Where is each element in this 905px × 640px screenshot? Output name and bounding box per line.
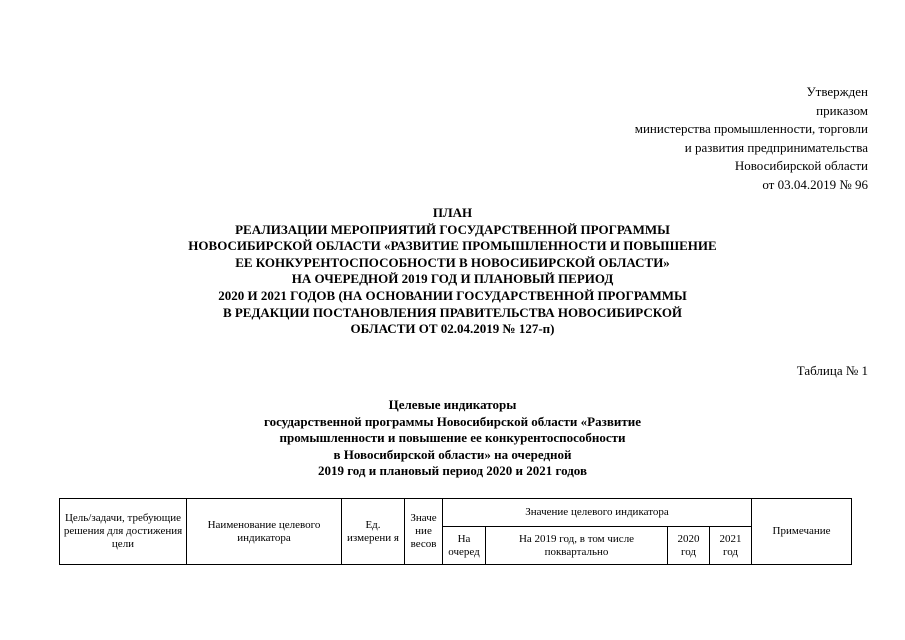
- approval-line: министерства промышленности, торговли: [634, 121, 868, 137]
- approval-line: от 03.04.2019 № 96: [762, 176, 868, 192]
- approval-line: Утвержден: [806, 84, 868, 99]
- header-year-2021: 2021 год: [710, 527, 752, 565]
- table-title-line: в Новосибирской области» на очередной: [333, 446, 572, 462]
- table-title: [0, 397, 905, 480]
- indicators-table: [59, 498, 852, 565]
- approval-block: [635, 83, 868, 195]
- header-goal: Цель/задачи, требующие решения для достижения цели: [60, 499, 187, 565]
- table-title-line: 2019 год и плановый период 2020 и 2021 годов: [317, 463, 588, 479]
- plan-title-line: НА ОЧЕРЕДНОЙ 2019 ГОД И ПЛАНОВЫЙ ПЕРИОД: [291, 271, 614, 287]
- plan-title-line: РЕАЛИЗАЦИИ МЕРОПРИЯТИЙ ГОСУДАРСТВЕННОЙ ПРОГРАММЫ: [235, 221, 670, 237]
- table-header-row: [60, 499, 852, 527]
- approval-line: Новосибирской области: [734, 158, 868, 174]
- header-weight: Значе ние весов: [405, 499, 443, 565]
- plan-title-line: ОБЛАСТИ ОТ 02.04.2019 № 127-п): [350, 321, 555, 337]
- plan-title-line: В РЕДАКЦИИ ПОСТАНОВЛЕНИЯ ПРАВИТЕЛЬСТВА НОВОСИБИРСКОЙ: [222, 304, 683, 320]
- table-title-line: Целевые индикаторы: [388, 397, 517, 412]
- header-year-2019: На 2019 год, в том числе поквартально: [486, 527, 668, 565]
- header-current: На очеред: [443, 527, 486, 565]
- header-note: Примечание: [752, 499, 852, 565]
- approval-line: и развития предпринимательства: [684, 139, 868, 155]
- plan-title-line: 2020 И 2021 ГОДОВ (НА ОСНОВАНИИ ГОСУДАРСТВЕННОЙ ПРОГРАММЫ: [218, 287, 687, 303]
- table-number: Таблица № 1: [796, 363, 868, 378]
- plan-title-line: ПЛАН: [432, 205, 473, 220]
- plan-title: [0, 205, 905, 338]
- header-unit: Ед. измерени я: [342, 499, 405, 565]
- header-year-2020: 2020 год: [668, 527, 710, 565]
- header-indicator-value: Значение целевого индикатора: [443, 499, 752, 527]
- table-title-line: государственной программы Новосибирской области «Развитие: [263, 413, 641, 429]
- table-title-line: промышленности и повышение ее конкурентоспособности: [279, 430, 626, 446]
- header-indicator-name: Наименование целевого индикатора: [187, 499, 342, 565]
- approval-line: приказом: [816, 102, 868, 118]
- plan-title-line: ЕЕ КОНКУРЕНТОСПОСОБНОСТИ В НОВОСИБИРСКОЙ ОБЛАСТИ»: [235, 254, 670, 270]
- plan-title-line: НОВОСИБИРСКОЙ ОБЛАСТИ «РАЗВИТИЕ ПРОМЫШЛЕННОСТИ И ПОВЫШЕНИЕ: [188, 238, 717, 254]
